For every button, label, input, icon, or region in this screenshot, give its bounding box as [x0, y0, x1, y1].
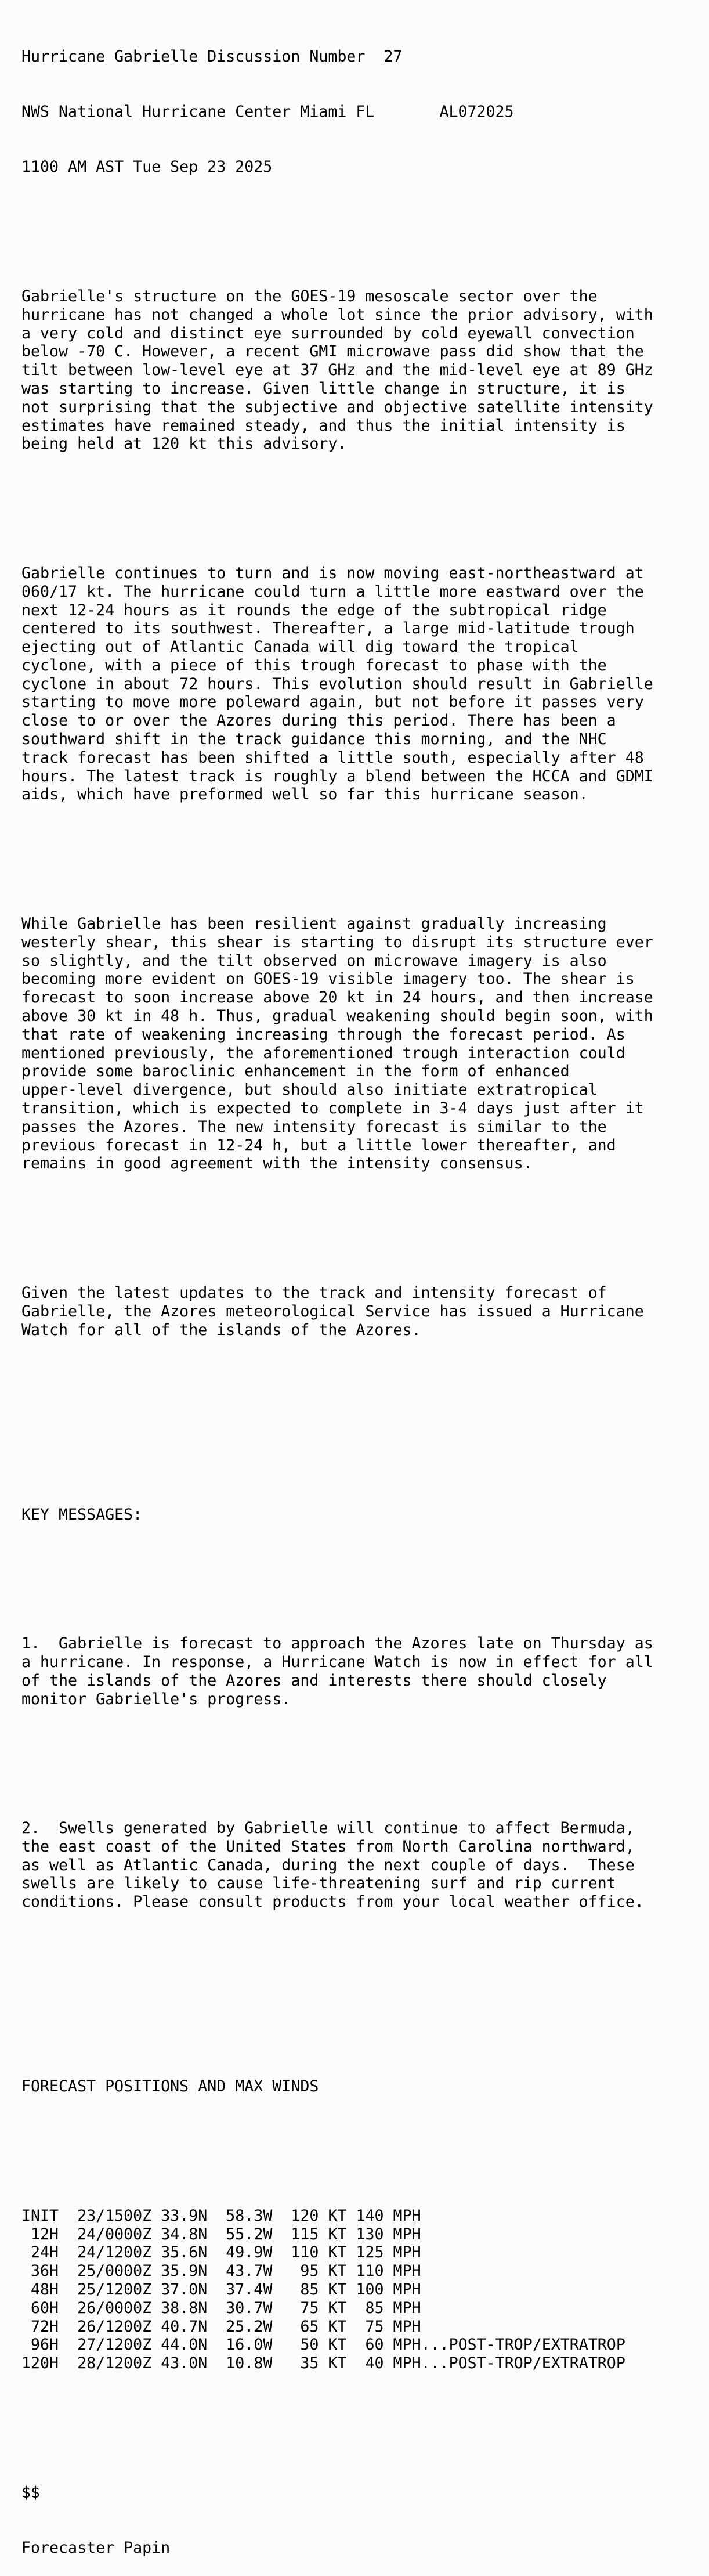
- text-line: next 12-24 hours as it rounds the edge of the subtropical ridge: [21, 601, 607, 619]
- blank-line: [21, 2133, 709, 2152]
- discussion-paragraph-4: [21, 1284, 709, 1339]
- forecast-time: 28/1200Z: [77, 2354, 152, 2373]
- text-line: hurricane has not changed a whole lot since the prior advisory, with: [21, 305, 653, 324]
- forecast-row: [21, 2243, 709, 2262]
- blank-line: [21, 1561, 709, 1579]
- forecast-table: [21, 2207, 709, 2373]
- forecast-wind-kt: 50: [291, 2336, 319, 2354]
- forecast-row: [21, 2318, 709, 2336]
- mph-unit: MPH: [393, 2243, 421, 2262]
- text-line: close to or over the Azores during this period. There has been a: [21, 712, 616, 730]
- forecaster-name: Forecaster Papin: [21, 2539, 171, 2557]
- forecast-hour: 24H: [21, 2243, 59, 2262]
- text-line: While Gabrielle has been resilient against gradually increasing: [21, 915, 607, 933]
- forecast-wind-kt: 95: [291, 2262, 319, 2281]
- text-line: Gabrielle's structure on the GOES-19 mesoscale sector over the: [21, 287, 598, 305]
- end-marker: $$: [21, 2483, 41, 2502]
- forecast-wind-kt: 65: [291, 2317, 319, 2336]
- text-line: a very cold and distinct eye surrounded by cold eyewall convection: [21, 324, 635, 342]
- discussion-paragraph-1: [21, 287, 709, 453]
- forecast-lat: 44.0N: [161, 2336, 208, 2354]
- forecast-lon: 10.8W: [226, 2354, 273, 2373]
- forecast-time: 23/1500Z: [77, 2206, 152, 2225]
- text-line: southward shift in the track guidance this morning, and the NHC: [21, 730, 607, 749]
- forecast-wind-kt: 85: [291, 2281, 319, 2299]
- kt-unit: KT: [328, 2225, 347, 2243]
- forecast-lat: 43.0N: [161, 2354, 208, 2373]
- mph-unit: MPH: [393, 2206, 421, 2225]
- forecast-row: [21, 2281, 709, 2299]
- blank-line: [21, 1949, 709, 1967]
- forecast-lat: 33.9N: [161, 2206, 208, 2225]
- mph-unit: MPH: [393, 2354, 421, 2373]
- kt-unit: KT: [328, 2299, 347, 2317]
- forecast-row: [21, 2207, 709, 2225]
- text-line: 060/17 kt. The hurricane could turn a little more eastward over the: [21, 582, 644, 601]
- forecast-hour: 72H: [21, 2317, 59, 2336]
- text-line: forecast to soon increase above 20 kt in 24 hours, and then increase: [21, 988, 653, 1007]
- kt-unit: KT: [328, 2317, 347, 2336]
- blank-line: [21, 490, 709, 509]
- text-line: estimates have remained steady, and thus the initial intensity is: [21, 416, 625, 435]
- mph-unit: MPH: [393, 2262, 421, 2281]
- mph-unit: MPH: [393, 2299, 421, 2317]
- blank-line: [21, 841, 709, 860]
- mph-unit: MPH: [393, 2336, 421, 2354]
- forecast-lon: 55.2W: [226, 2225, 273, 2243]
- text-line: Gabrielle continues to turn and is now moving east-northeastward at: [21, 564, 644, 582]
- forecast-wind-mph: 110: [356, 2262, 384, 2281]
- text-line: 1. Gabrielle is forecast to approach the Azores late on Thursday as: [21, 1635, 653, 1653]
- discussion-paragraph-3: [21, 915, 709, 1173]
- forecast-lon: 43.7W: [226, 2262, 273, 2281]
- forecast-wind-mph: 140: [356, 2206, 384, 2225]
- discussion-paragraph-2: [21, 564, 709, 804]
- issue-time: 1100 AM AST Tue Sep 23 2025: [21, 158, 273, 176]
- forecast-lat: 37.0N: [161, 2281, 208, 2299]
- forecast-row: [21, 2354, 709, 2373]
- discussion-title: Hurricane Gabrielle Discussion Number 27: [21, 47, 403, 66]
- forecast-lon: 37.4W: [226, 2281, 273, 2299]
- forecast-wind-mph: 60: [356, 2336, 384, 2354]
- key-message-2: [21, 1819, 709, 1911]
- kt-unit: KT: [328, 2243, 347, 2262]
- forecast-hour: INIT: [21, 2206, 59, 2225]
- forecast-hour: 96H: [21, 2336, 59, 2354]
- forecast-lat: 34.8N: [161, 2225, 208, 2243]
- text-line: the east coast of the United States from North Carolina northward,: [21, 1837, 635, 1856]
- text-line: monitor Gabrielle's progress.: [21, 1690, 291, 1708]
- forecast-lon: 16.0W: [226, 2336, 273, 2354]
- forecast-lon: 58.3W: [226, 2206, 273, 2225]
- forecast-lat: 38.8N: [161, 2299, 208, 2317]
- forecast-wind-mph: 125: [356, 2243, 384, 2262]
- forecast-note: ...POST-TROP/EXTRATROP: [421, 2336, 625, 2354]
- forecast-lon: 49.9W: [226, 2243, 273, 2262]
- mph-unit: MPH: [393, 2317, 421, 2336]
- text-line: being held at 120 kt this advisory.: [21, 435, 347, 453]
- text-line: westerly shear, this shear is starting to disrupt its structure ever: [21, 933, 653, 951]
- forecast-lat: 35.9N: [161, 2262, 208, 2281]
- forecast-wind-mph: 100: [356, 2281, 384, 2299]
- text-line: cyclone, with a piece of this trough forecast to phase with the: [21, 656, 607, 674]
- forecast-hour: 36H: [21, 2262, 59, 2281]
- kt-unit: KT: [328, 2206, 347, 2225]
- forecast-hour: 12H: [21, 2225, 59, 2243]
- blank-line: [21, 1376, 709, 1395]
- issuing-office: NWS National Hurricane Center Miami FL AL072025: [21, 102, 514, 121]
- text-line: as well as Atlantic Canada, during the next couple of days. These: [21, 1856, 635, 1874]
- forecast-wind-mph: 130: [356, 2225, 384, 2243]
- forecast-lat: 40.7N: [161, 2317, 208, 2336]
- text-line: so slightly, and the tilt observed on microwave imagery is also: [21, 951, 607, 970]
- forecast-heading: FORECAST POSITIONS AND MAX WINDS: [21, 2077, 319, 2096]
- forecast-lat: 35.6N: [161, 2243, 208, 2262]
- kt-unit: KT: [328, 2281, 347, 2299]
- forecast-time: 26/1200Z: [77, 2317, 152, 2336]
- blank-line: [21, 1210, 709, 1229]
- text-line: remains in good agreement with the intensity consensus.: [21, 1154, 533, 1173]
- text-line: swells are likely to cause life-threatening surf and rip current: [21, 1874, 616, 1893]
- text-line: below -70 C. However, a recent GMI microwave pass did show that the: [21, 342, 644, 361]
- forecast-hour: 60H: [21, 2299, 59, 2317]
- text-line: was starting to increase. Given little change in structure, it is: [21, 379, 625, 398]
- forecast-note: ...POST-TROP/EXTRATROP: [421, 2354, 625, 2373]
- mph-unit: MPH: [393, 2225, 421, 2243]
- text-line: conditions. Please consult products from your local weather office.: [21, 1893, 644, 1911]
- forecast-row: [21, 2262, 709, 2281]
- forecast-hour: 120H: [21, 2354, 59, 2373]
- forecast-time: 26/0000Z: [77, 2299, 152, 2317]
- text-line: hours. The latest track is roughly a blend between the HCCA and GDMI: [21, 767, 653, 785]
- forecast-wind-kt: 115: [291, 2225, 319, 2243]
- text-line: of the islands of the Azores and interests there should closely: [21, 1671, 607, 1690]
- text-line: Watch for all of the islands of the Azores.: [21, 1321, 421, 1339]
- text-line: starting to move more poleward again, but not before it passes very: [21, 693, 644, 712]
- text-line: centered to its southwest. Thereafter, a large mid-latitude trough: [21, 619, 635, 638]
- text-line: previous forecast in 12-24 h, but a little lower thereafter, and: [21, 1136, 616, 1154]
- blank-line: [21, 1745, 709, 1764]
- text-line: passes the Azores. The new intensity forecast is similar to the: [21, 1117, 607, 1136]
- text-line: a hurricane. In response, a Hurricane Watch is now in effect for all: [21, 1653, 653, 1671]
- text-line: becoming more evident on GOES-19 visible imagery too. The shear is: [21, 970, 635, 988]
- text-line: aids, which have preformed well so far this hurricane season.: [21, 785, 588, 804]
- forecast-time: 27/1200Z: [77, 2336, 152, 2354]
- forecast-row: [21, 2225, 709, 2244]
- text-line: provide some baroclinic enhancement in the form of enhanced: [21, 1062, 570, 1081]
- text-line: not surprising that the subjective and objective satellite intensity: [21, 398, 653, 416]
- text-line: tilt between low-level eye at 37 GHz and the mid-level eye at 89 GHz: [21, 361, 653, 380]
- text-line: transition, which is expected to complete in 3-4 days just after it: [21, 1099, 644, 1118]
- text-line: 2. Swells generated by Gabrielle will continue to affect Bermuda,: [21, 1819, 635, 1838]
- mph-unit: MPH: [393, 2281, 421, 2299]
- key-messages-heading: KEY MESSAGES:: [21, 1505, 143, 1524]
- forecast-lon: 30.7W: [226, 2299, 273, 2317]
- forecast-row: [21, 2336, 709, 2354]
- text-line: that rate of weakening increasing through the forecast period. As: [21, 1025, 625, 1044]
- text-line: track forecast has been shifted a little south, especially after 48: [21, 748, 644, 767]
- forecast-lon: 25.2W: [226, 2317, 273, 2336]
- text-line: above 30 kt in 48 h. Thus, gradual weakening should begin soon, with: [21, 1007, 653, 1026]
- text-line: Given the latest updates to the track and intensity forecast of: [21, 1283, 607, 1302]
- text-line: cyclone in about 72 hours. This evolution should result in Gabrielle: [21, 674, 653, 693]
- text-line: Gabrielle, the Azores meteorological Service has issued a Hurricane: [21, 1302, 644, 1321]
- forecast-time: 25/1200Z: [77, 2281, 152, 2299]
- forecast-wind-kt: 75: [291, 2299, 319, 2317]
- forecast-wind-kt: 35: [291, 2354, 319, 2373]
- blank-line: [21, 214, 709, 232]
- forecast-time: 24/0000Z: [77, 2225, 152, 2243]
- forecast-wind-mph: 40: [356, 2354, 384, 2373]
- kt-unit: KT: [328, 2354, 347, 2373]
- forecast-time: 24/1200Z: [77, 2243, 152, 2262]
- text-line: mentioned previously, the aforementioned trough interaction could: [21, 1044, 625, 1062]
- forecast-wind-kt: 110: [291, 2243, 319, 2262]
- blank-line: [21, 1431, 709, 1450]
- kt-unit: KT: [328, 2262, 347, 2281]
- kt-unit: KT: [328, 2336, 347, 2354]
- forecast-row: [21, 2299, 709, 2318]
- forecast-hour: 48H: [21, 2281, 59, 2299]
- blank-line: [21, 2410, 709, 2429]
- forecast-time: 25/0000Z: [77, 2262, 152, 2281]
- blank-line: [21, 2004, 709, 2022]
- text-line: ejecting out of Atlantic Canada will dig toward the tropical: [21, 638, 579, 656]
- forecast-wind-mph: 85: [356, 2299, 384, 2317]
- forecast-wind-mph: 75: [356, 2317, 384, 2336]
- key-message-1: [21, 1635, 709, 1708]
- forecast-wind-kt: 120: [291, 2206, 319, 2225]
- text-line: upper-level divergence, but should also initiate extratropical: [21, 1081, 598, 1099]
